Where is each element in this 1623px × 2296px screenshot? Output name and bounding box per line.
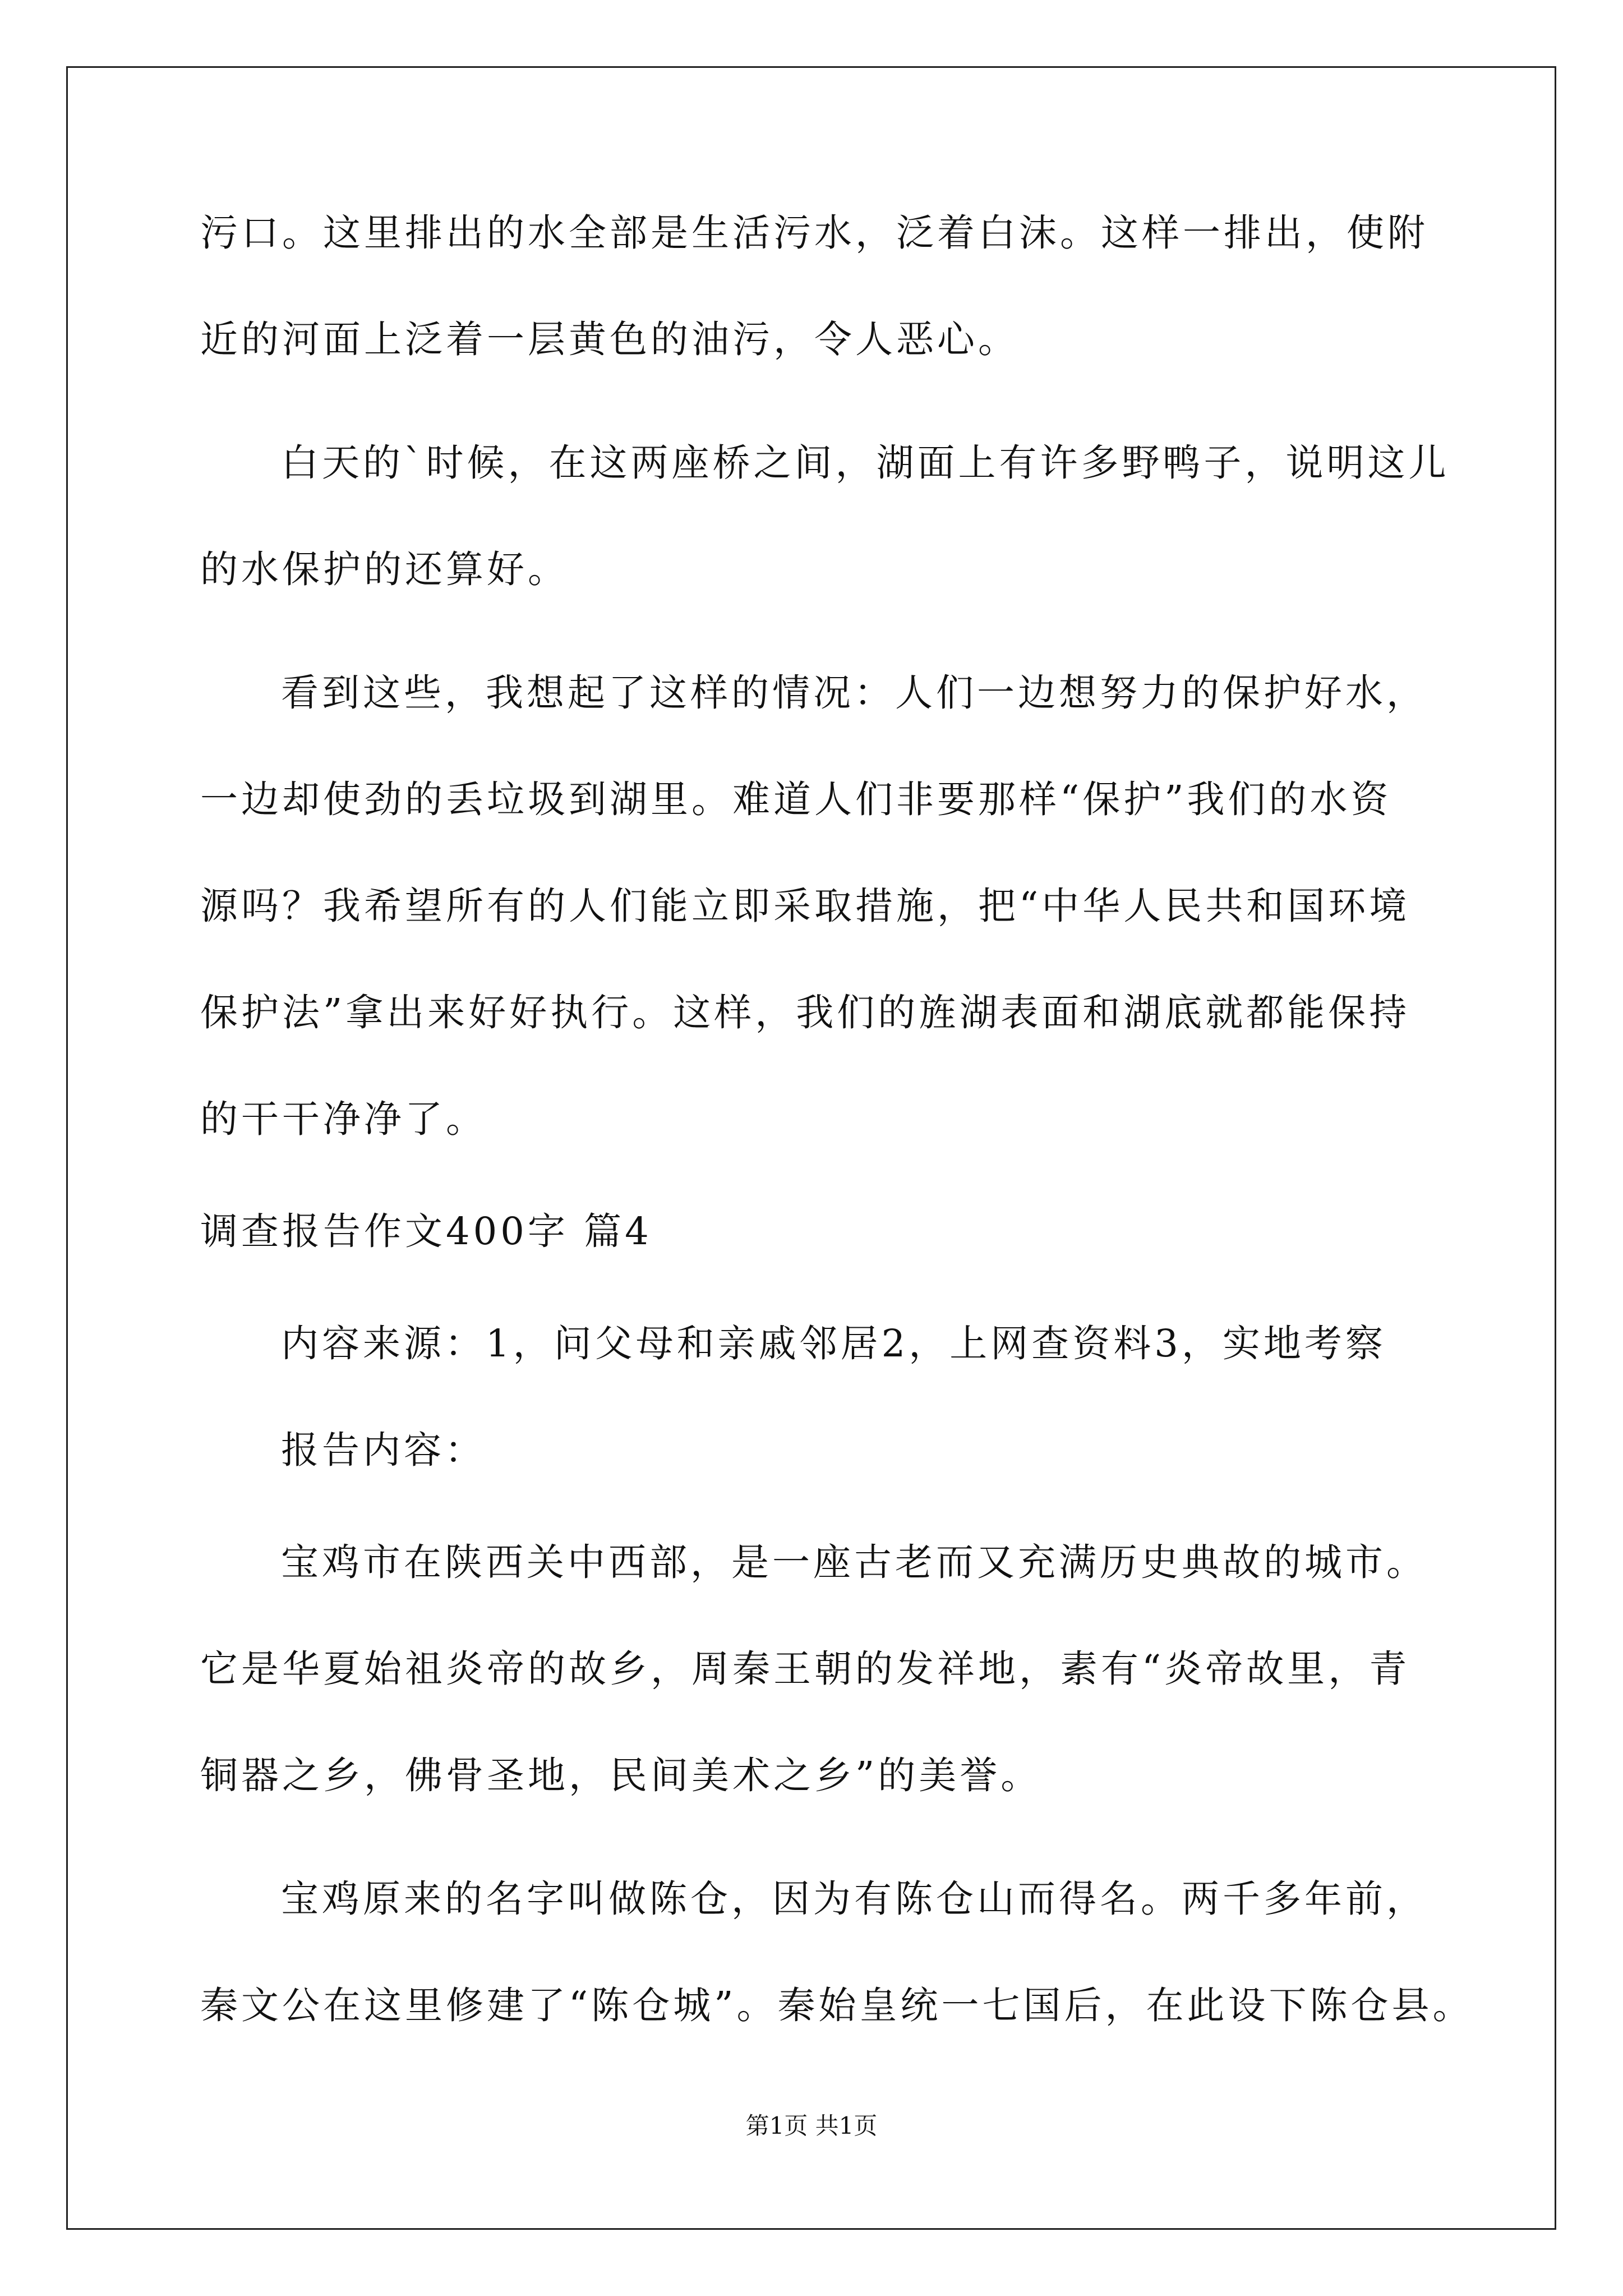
paragraph-start-line: 宝鸡原来的名字叫做陈仓，因为有陈仓山而得名。两千多年前， bbox=[281, 1877, 1427, 1921]
paragraph-start-line: 内容来源：1，问父母和亲戚邻居2，上网查资料3，实地考察 bbox=[281, 1322, 1386, 1365]
paragraph-start-line: 宝鸡市在陕西关中西部，是一座古老而又充满历史典故的城市。 bbox=[281, 1540, 1427, 1584]
text-line: 秦文公在这里修建了“陈仓城”。秦始皇统一七国后，在此设下陈仓县。 bbox=[200, 1984, 1474, 2027]
text-line: 近的河面上泛着一层黄色的油污，令人恶心。 bbox=[200, 318, 1019, 361]
text-line: 它是华夏始祖炎帝的故乡，周秦王朝的发祥地，素有“炎帝故里，青 bbox=[200, 1647, 1410, 1691]
text-line: 的干干净净了。 bbox=[200, 1097, 487, 1141]
text-line: 一边却使劲的丢垃圾到湖里。难道人们非要那样“保护”我们的水资 bbox=[200, 777, 1392, 821]
section-heading: 调查报告作文400字 篇4 bbox=[200, 1209, 652, 1253]
page-footer: 第1页 共1页 bbox=[745, 2112, 878, 2139]
paragraph-start-line: 报告内容： bbox=[281, 1428, 486, 1472]
paragraph-start-line: 看到这些，我想起了这样的情况：人们一边想努力的保护好水， bbox=[281, 671, 1427, 715]
paragraph-start-line: 白天的`时候，在这两座桥之间，湖面上有许多野鸭子，说明这儿 bbox=[281, 441, 1450, 485]
text-line: 污口。这里排出的水全部是生活污水，泛着白沫。这样一排出，使附 bbox=[200, 211, 1428, 255]
text-line: 的水保护的还算好。 bbox=[200, 547, 569, 591]
text-line: 源吗？我希望所有的人们能立即采取措施，把“中华人民共和国环境 bbox=[200, 884, 1410, 928]
text-line: 铜器之乡，佛骨圣地，民间美术之乡”的美誉。 bbox=[200, 1754, 1042, 1797]
text-line: 保护法”拿出来好好执行。这样，我们的旌湖表面和湖底就都能保持 bbox=[200, 991, 1410, 1034]
